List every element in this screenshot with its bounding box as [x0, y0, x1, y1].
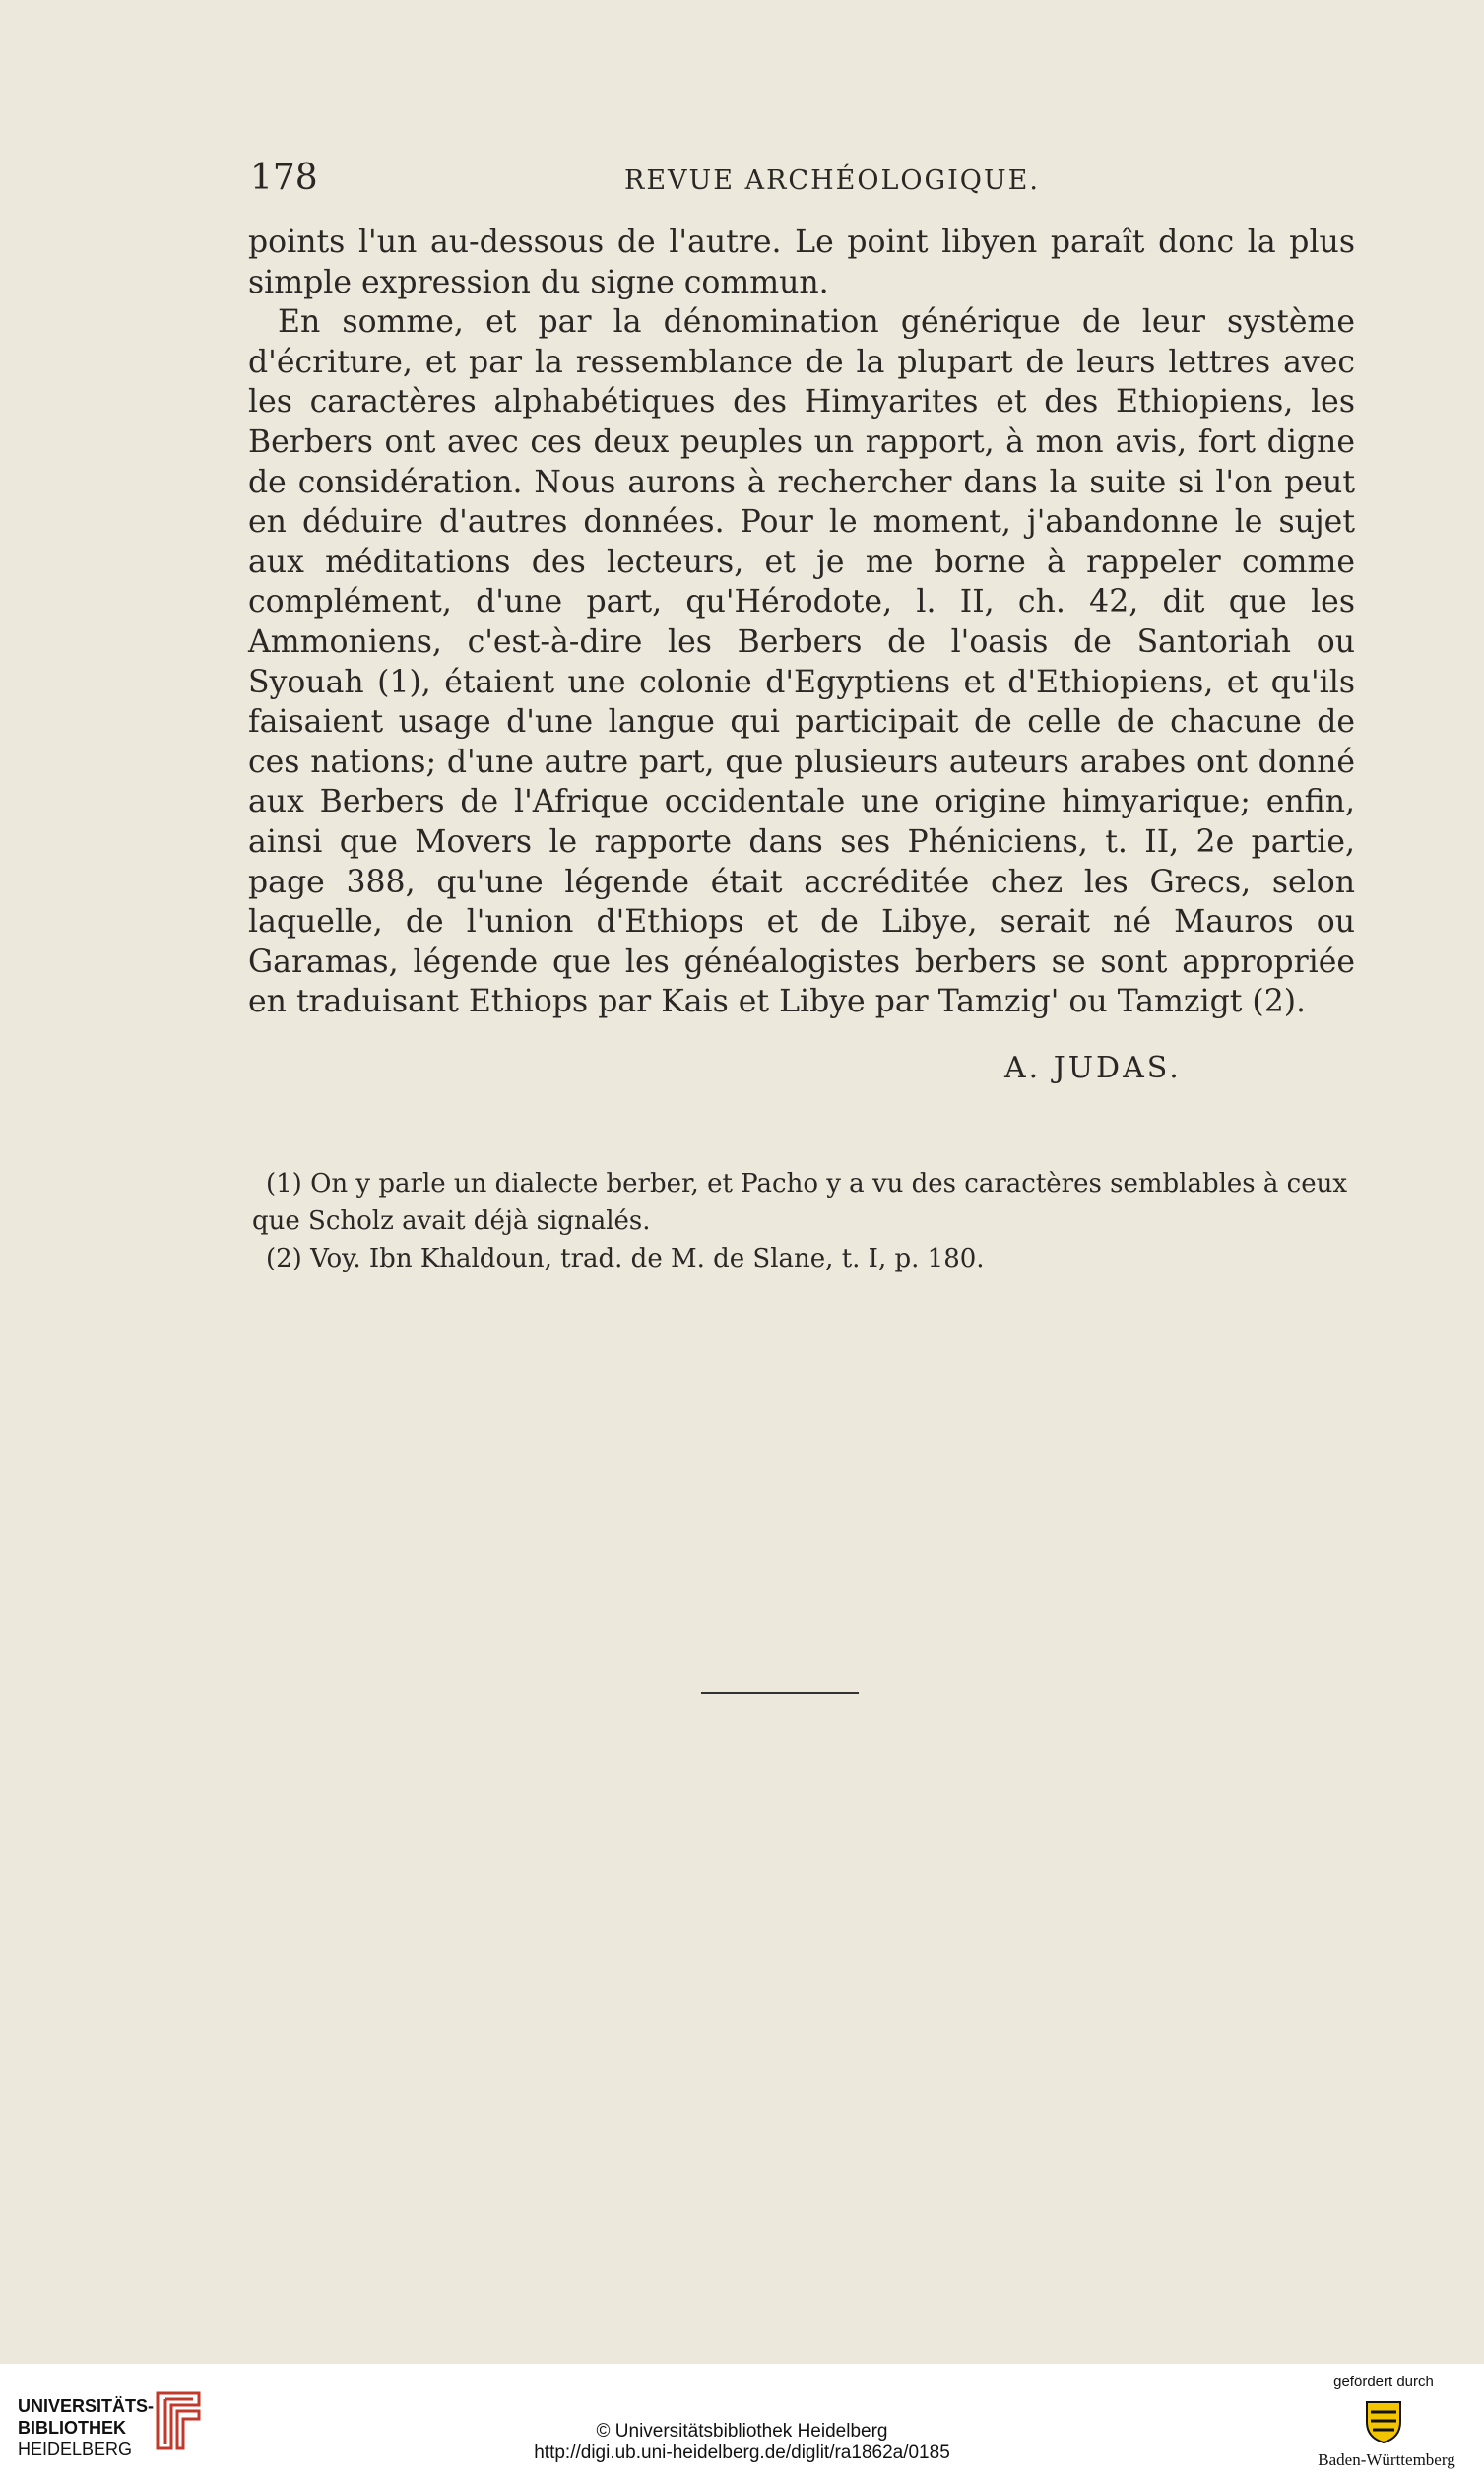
footnotes [252, 1165, 1355, 1277]
permalink-url[interactable]: http://digi.ub.uni-heidelberg.de/diglit/ra1862a/0185 [534, 2442, 950, 2463]
body-text [248, 223, 1355, 1022]
funding-label: gefördert durch [1333, 2374, 1434, 2390]
copyright-text: © Universitätsbibliothek Heidelberg [596, 2421, 888, 2442]
copyright-block [0, 2421, 1484, 2464]
library-name-line1: UNIVERSITÄTS- [18, 2396, 155, 2416]
paragraph-1: points l'un au-dessous de l'autre. Le point libyen paraît donc la plus simple expression du signe commun. [248, 225, 1355, 300]
author-signature: A. JUDAS. [1004, 1051, 1182, 1085]
library-name-line2: BIBLIOTHEK [18, 2418, 126, 2438]
coat-of-arms-icon [1359, 2396, 1408, 2445]
funder-name: Baden-Württemberg [1318, 2450, 1455, 2469]
running-title: REVUE ARCHÉOLOGIQUE. [624, 165, 1040, 196]
library-name-line3: HEIDELBERG [18, 2440, 133, 2459]
footnote-2: (2) Voy. Ibn Khaldoun, trad. de M. de Slane, t. I, p. 180. [266, 1244, 985, 1273]
paragraph-2: En somme, et par la dénomination générique de leur système d'écriture, et par la ressemblance de la plupart de leurs lettres avec les caractères alphabétiques des Himyarites et des Ethiopiens, les Berbers ont avec ces deux peuples un rapport, à mon avis, fort digne de considération. Nous aurons à rechercher dans la suite si l'on peut en déduire d'autres données. Pour le moment, j'abandonne le sujet aux méditations des lecteurs, et je me borne à rappeler comme complément, d'une part, qu'Hérodote, l. II, ch. 42, dit que les Ammoniens, c'est-à-dire les Berbers de l'oasis de Santoriah ou Syouah (1), étaient une colonie d'Egyptiens et d'Ethiopiens, et qu'ils faisaient usage d'une langue qui participait de celle de chacune de ces nations; d'une autre part, que plusieurs auteurs arabes ont donné aux Berbers de l'Afrique occidentale une origine himyarique; enfin, ainsi que Movers le rapporte dans ses Phéniciens, t. II, 2e partie, page 388, qu'une légende était accréditée chez les Grecs, selon laquelle, de l'union d'Ethiops et de Libye, serait né Mauros ou Garamas, légende que les généalogistes berbers se sont appropriée en traduisant Ethiops par Kais et Libye par Tamzig' ou Tamzigt (2). [248, 304, 1355, 1020]
end-rule [701, 1692, 859, 1694]
page-header [250, 158, 1363, 207]
footnote-1: (1) On y parle un dialecte berber, et Pacho y a vu des caractères semblables à ceux que Scholz avait déjà signalés. [252, 1169, 1348, 1236]
page-number: 178 [250, 158, 318, 198]
